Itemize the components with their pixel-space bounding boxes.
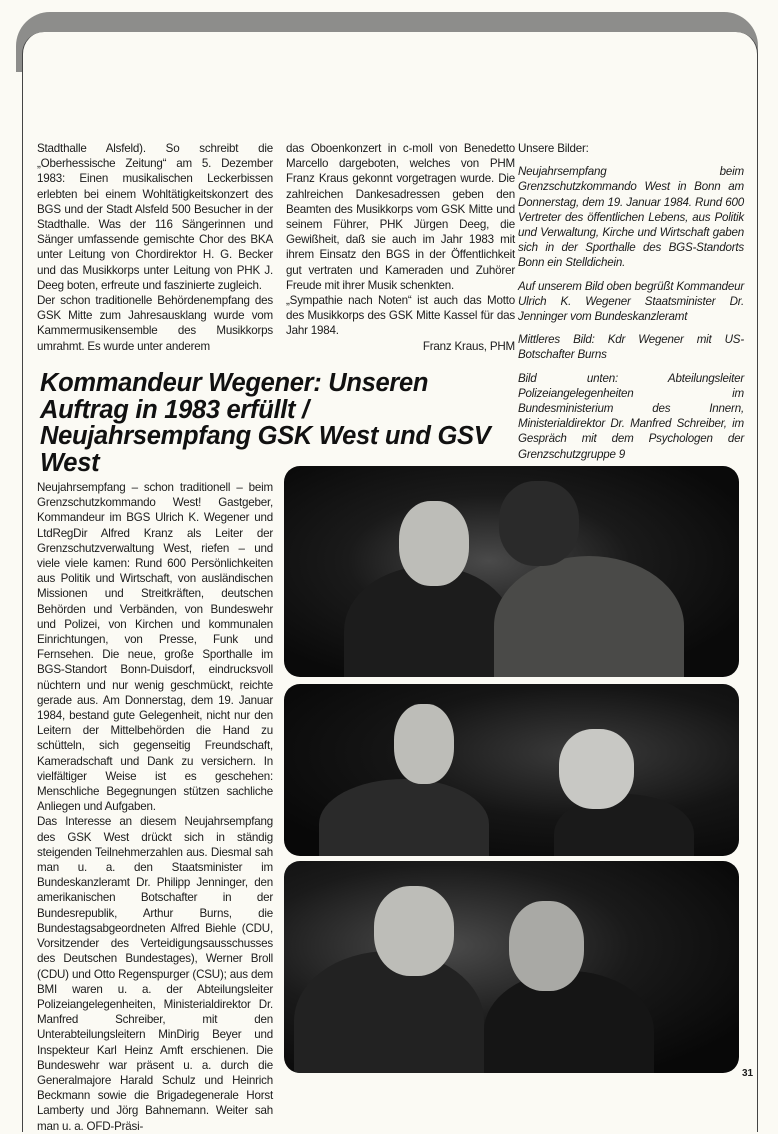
- photo-captions: [518, 141, 744, 462]
- paragraph: „Sympathie nach Noten“ ist auch das Motto des Musikkorps des GSK Mitte Kassel für das Jahr 1984.: [286, 294, 515, 338]
- person-face: [399, 501, 469, 586]
- person-face: [374, 886, 454, 976]
- photo-bottom: [284, 861, 739, 1073]
- paragraph: Neujahrsempfang – schon traditionell – beim Grenzschutzkommando West! Gastgeber, Kommandeur im BGS Ulrich K. Wegener und LtdRegDir Alfred Kranz als Leiter der Grenzschutzverwaltung West, riefen – und viele viele kamen: Rund 600 Persönlichkeiten aus Politik und Wirtschaft, von ausländischen Missionen und Streitkräften, deutschen Behörden und Verbänden, von Bundeswehr und Polizei, von Kirchen und kommunalen Einrichtungen, von Presse, Funk und Fernsehen. Die neue, große Sporthalle im BGS-Standort Bonn-Duisdorf, eindrucksvoll nüchtern und nur wenig geschmückt, reichte gerade aus. Am Donnerstag, dem 19. Januar 1984, bestand gute Gelegenheit, nicht nur den Leitern der Mittelbehörden die Hand zu schütteln, sich gegenseitig Freundschaft, Kameradschaft und Dank zu versichern. In vielfältiger Weise ist es geschehen: Menschliche Begegnungen stützen sachliche Anliegen und Aufgaben.: [37, 481, 273, 814]
- person-silhouette: [319, 779, 489, 856]
- photo-middle: [284, 684, 739, 856]
- caption: Auf unserem Bild oben begrüßt Kommandeur Ulrich K. Wegener Staatsminister Dr. Jenninger vom Bundeskanzleramt: [518, 279, 744, 324]
- caption: Bild unten: Abteilungsleiter Polizeiangelegenheiten im Bundesministerium des Innern, Ministerialdirektor Dr. Manfred Schreiber, im Gespräch mit dem Psychologen der Grenzschutzgruppe 9: [518, 371, 744, 461]
- person-face: [509, 901, 584, 991]
- top-column-2: [286, 141, 515, 354]
- paragraph: Der schon traditionelle Behördenempfang des GSK Mitte zum Jahresausklang wurde vom Kammermusikensemble des Musikkorps umrahmt. Es wurde unter anderem: [37, 294, 273, 353]
- paragraph: Stadthalle Alsfeld). So schreibt die „Oberhessische Zeitung“ am 5. Dezember 1983: Einen musikalischen Leckerbissen erlebten bei einem Wohltätigkeitskonzert des BGS und der Stadt Alsfeld 500 Besucher in der Stadthalle. Was der 116 Sängerinnen und Sänger umfassende gemischte Chor des BKA unter Leitung von Chordirektor H. G. Becker und das Musikkorps unter Leitung von PHK J. Deeg boten, erfreute und faszinierte zugleich.: [37, 142, 273, 292]
- person-face: [559, 729, 634, 809]
- person-face: [394, 704, 454, 784]
- paragraph: das Oboenkonzert in c-moll von Benedetto Marcello dargeboten, welches von PHM Franz Kraus gekonnt vorgetragen wurde. Die zahlreichen Dankesadressen geben den Beamten des Musikkorps vom GSK Mitte und seinem Führer, PHK Jürgen Deeg, die Gewißheit, daß sie auch im Jahr 1983 mit ihrem Einsatz den BGS in der Öffentlichkeit gut vertraten und Kameraden und Zuhörer Freude mit ihrer Musik schenkten.: [286, 142, 515, 292]
- person-silhouette: [494, 556, 684, 677]
- article-body: [37, 480, 273, 1134]
- person-head: [499, 481, 579, 566]
- person-silhouette: [294, 951, 484, 1073]
- caption: Neujahrsempfang beim Grenzschutzkommando West in Bonn am Donnerstag, dem 19. Januar 1984. Rund 600 Vertreter des öffentlichen Lebens, aus Politik und Verwaltung, Kirche und Wirtschaft gaben sich in der Sporthalle des BGS-Standorts Bonn ein Stelldichein.: [518, 165, 744, 270]
- captions-heading: Unsere Bilder:: [518, 142, 589, 155]
- author-signature: Franz Kraus, PHM: [422, 339, 515, 353]
- top-column-1: [37, 141, 273, 354]
- caption: Mittleres Bild: Kdr Wegener mit US-Botschafter Burns: [518, 333, 744, 362]
- page-number: 31: [742, 1068, 754, 1079]
- article-headline: Kommandeur Wegener: Unseren Auftrag in 1983 erfüllt / Neujahrsempfang GSK West und GSV West: [40, 369, 491, 477]
- photo-top: [284, 466, 739, 677]
- person-silhouette: [484, 971, 654, 1073]
- paragraph: Das Interesse an diesem Neujahrsempfang des GSK West drückt sich in ständig steigenden Teilnehmerzahlen aus. Diesmal sah man u. a. den Staatsminister im Bundeskanzleramt Dr. Philipp Jenninger, den amerikanischen Botschafter in der Bundesrepublik, Arthur Burns, die Bundestagsabgeordneten Alfred Biehle (CDU, Vorsitzender des Verteidigungsausschusses des Deutschen Bundestages), Werner Broll (CDU) und Otto Regenspurger (CSU); aus dem BMI waren u. a. der Abteilungsleiter Polizeiangelegenheiten, Ministerialdirektor Dr. Manfred Schreiber, mit den Unterabteilungsleitern MinDirig Beyer und Inspekteur Karl Heinz Amft erschienen. Die Bundeswehr war präsent u. a. durch die Generalmajore Harald Schulz und Heinrich Beckmann sowie die Brigadegenerale Horst Lamberty und Jörg Bahnemann. Weiter sah man u. a. OFD-Präsi-: [37, 815, 273, 1133]
